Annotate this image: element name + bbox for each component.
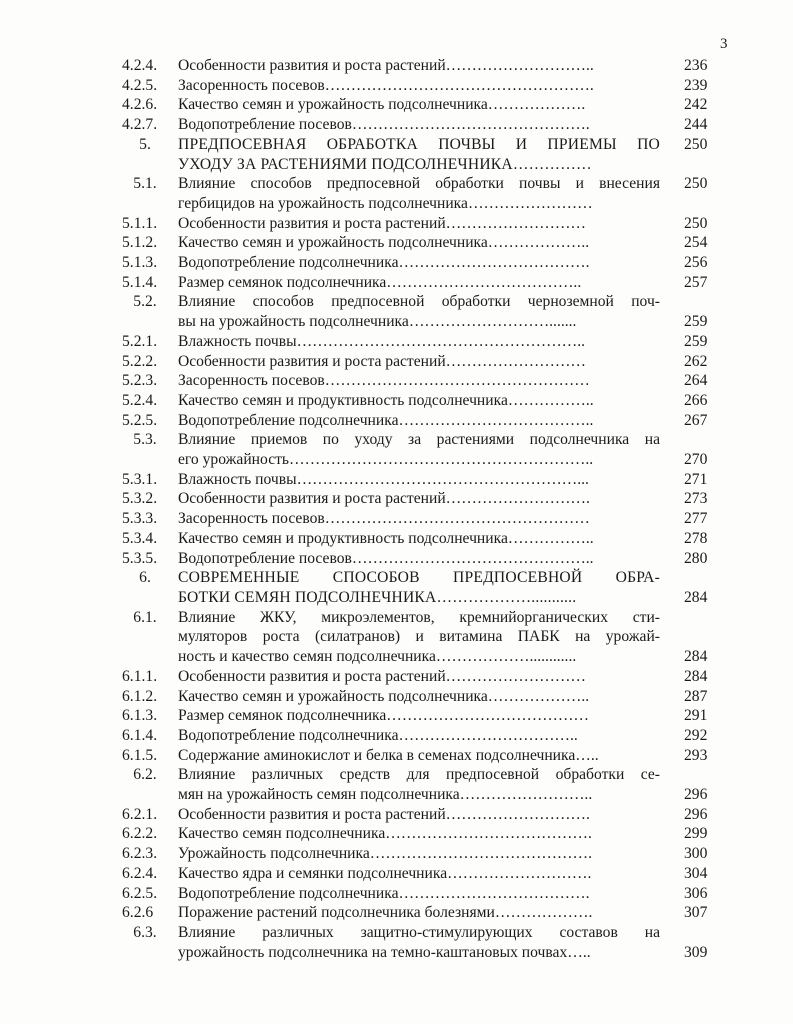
toc-entry-number: 6.2.3. xyxy=(122,845,158,863)
toc-entry-number: 4.2.5. xyxy=(122,76,158,94)
toc-entry-title xyxy=(178,923,660,962)
toc-entry xyxy=(112,371,722,391)
toc-entry-title xyxy=(178,135,660,174)
toc-entry-number: 5. xyxy=(139,135,151,153)
toc-entry xyxy=(112,292,722,331)
toc-entry-title xyxy=(178,470,660,490)
toc-entry-title-line: Влияние приемов по уходу за растениями подсолнечника на xyxy=(178,431,660,449)
toc-entry xyxy=(112,844,722,864)
toc-entry-page: 250 xyxy=(684,175,708,193)
toc-entry-title-line: мян на урожайность семян подсолнечника…………………….. xyxy=(178,786,593,804)
toc-entry-page: 271 xyxy=(684,470,708,488)
toc-entry-title-line: Влажность почвы………………………………………………... xyxy=(178,470,589,488)
toc-entry xyxy=(112,509,722,529)
toc-entry-page: 262 xyxy=(684,352,708,370)
toc-entry xyxy=(112,608,722,667)
toc-entry-title-line: урожайность подсолнечника на темно-каштановых почвах….. xyxy=(178,943,591,961)
toc-entry-title-line: Водопотребление подсолнечника………………………………. xyxy=(178,254,590,272)
toc-entry-number: 5.1.1. xyxy=(122,214,158,232)
toc-entry-number: 4.2.6. xyxy=(122,96,158,114)
toc-entry-page: 257 xyxy=(684,273,708,291)
toc-entry-title-line: Урожайность подсолнечника……………………………………. xyxy=(178,845,592,863)
toc-entry-number: 6.1.4. xyxy=(122,726,158,744)
toc-entry-title-line: Засоренность посевов……………………………………………. xyxy=(178,76,594,94)
toc-entry xyxy=(112,726,722,746)
toc-entry-number: 6.2.2. xyxy=(122,825,158,843)
toc-entry-title-line: Влияние ЖКУ, микроэлементов, кремнийорганических сти- xyxy=(178,608,660,626)
toc-entry-number: 5.1. xyxy=(133,175,157,193)
toc-entry-title xyxy=(178,489,660,509)
toc-entry xyxy=(112,884,722,904)
toc-entry xyxy=(112,411,722,431)
toc-entry xyxy=(112,95,722,115)
toc-entry-title-line: муляторов роста (силатранов) и витамина ПАБК на урожай- xyxy=(178,628,660,646)
toc-entry-title xyxy=(178,529,660,549)
toc-entry-number: 5.3.1. xyxy=(122,470,158,488)
toc-entry-title-line: УХОДУ ЗА РАСТЕНИЯМИ ПОДСОЛНЕЧНИКА…………… xyxy=(178,155,592,173)
toc-entry-page: 239 xyxy=(684,76,708,94)
toc-entry-page: 306 xyxy=(684,884,708,902)
toc-entry xyxy=(112,765,722,804)
toc-entry-title-line: Засоренность посевов…………………………………………… xyxy=(178,510,590,528)
toc-entry-title-line: Водопотребление подсолнечника………………………………. xyxy=(178,884,590,902)
toc-entry-number: 6.1.2. xyxy=(122,687,158,705)
toc-entry-number: 6.2.5. xyxy=(122,884,158,902)
toc-entry-number: 5.1.3. xyxy=(122,254,158,272)
toc-entry-title xyxy=(178,233,660,253)
toc-entry-title xyxy=(178,76,660,96)
toc-entry-title xyxy=(178,509,660,529)
toc-entry-title xyxy=(178,273,660,293)
toc-entry xyxy=(112,549,722,569)
toc-entry-number: 6.1.3. xyxy=(122,707,158,725)
toc-entry xyxy=(112,667,722,687)
toc-entry-number: 5.2.3. xyxy=(122,372,158,390)
toc-entry-title xyxy=(178,214,660,234)
toc-entry-title-line: Качество семян и урожайность подсолнечника………………. xyxy=(178,96,586,114)
toc-entry-title xyxy=(178,371,660,391)
toc-entry xyxy=(112,824,722,844)
toc-entry-number: 5.1.4. xyxy=(122,273,158,291)
toc-entry-title-line: Качество семян и продуктивность подсолнечника…………….. xyxy=(178,391,594,409)
toc-entry-number: 6.1.1. xyxy=(122,667,158,685)
toc-entry-title-line: Качество семян и урожайность подсолнечника……………….. xyxy=(178,234,590,252)
toc-entry-number: 5.2.1. xyxy=(122,332,158,350)
toc-entry-number: 5.3.2. xyxy=(122,490,158,508)
toc-entry xyxy=(112,687,722,707)
toc-entry-number: 5.3.5. xyxy=(122,549,158,567)
toc-entry-page: 293 xyxy=(684,746,708,764)
toc-entry-title-line: Особенности развития и роста растений……………………… xyxy=(178,667,587,685)
table-of-contents xyxy=(112,56,722,962)
toc-entry-title xyxy=(178,864,660,884)
toc-entry-title-line: Поражение растений подсолнечника болезнями………………. xyxy=(178,904,593,922)
toc-entry xyxy=(112,903,722,923)
toc-entry xyxy=(112,135,722,174)
toc-entry-title-line: Засоренность посевов…………………………………………… xyxy=(178,372,590,390)
toc-entry-title xyxy=(178,746,660,766)
toc-entry-title xyxy=(178,667,660,687)
toc-entry-page: 242 xyxy=(684,96,708,114)
toc-entry-title-line: Размер семянок подсолнечника………………………………… xyxy=(178,707,590,725)
toc-entry-title-line: Особенности развития и роста растений……………………… xyxy=(178,352,587,370)
toc-entry-title xyxy=(178,687,660,707)
toc-entry-title xyxy=(178,292,660,331)
toc-entry-page: 292 xyxy=(684,726,708,744)
toc-entry-page: 284 xyxy=(684,648,708,666)
toc-entry-page: 284 xyxy=(684,588,708,606)
toc-entry-title xyxy=(178,174,660,213)
toc-entry xyxy=(112,923,722,962)
toc-entry-title xyxy=(178,430,660,469)
toc-entry-number: 4.2.7. xyxy=(122,116,158,134)
page-number: 3 xyxy=(720,36,728,52)
toc-entry-title-line: Особенности развития и роста растений………………………. xyxy=(178,805,590,823)
toc-entry-page: 256 xyxy=(684,254,708,272)
toc-entry-title-line: ность и качество семян подсолнечника………………............ xyxy=(178,648,577,666)
toc-entry-page: 277 xyxy=(684,510,708,528)
toc-entry-number: 6.2.4. xyxy=(122,864,158,882)
toc-entry-number: 5.2.2. xyxy=(122,352,158,370)
toc-entry-page: 270 xyxy=(684,451,708,469)
toc-entry xyxy=(112,174,722,213)
toc-entry-title-line: ПРЕДПОСЕВНАЯ ОБРАБОТКА ПОЧВЫ И ПРИЕМЫ ПО xyxy=(178,135,660,153)
toc-entry-number: 5.1.2. xyxy=(122,234,158,252)
toc-entry-title xyxy=(178,805,660,825)
toc-entry-title xyxy=(178,884,660,904)
toc-entry xyxy=(112,489,722,509)
toc-entry-page: 250 xyxy=(684,214,708,232)
toc-entry-number: 4.2.4. xyxy=(122,57,158,74)
toc-entry-title xyxy=(178,568,660,607)
toc-entry-page: 284 xyxy=(684,667,708,685)
toc-entry-title xyxy=(178,332,660,352)
toc-entry-title-line: Влажность почвы……………………………………………….. xyxy=(178,332,586,350)
toc-entry-title-line: Особенности развития и роста растений………………………. xyxy=(178,490,590,508)
toc-entry-title xyxy=(178,824,660,844)
toc-entry-page: 267 xyxy=(684,411,708,429)
toc-entry-number: 5.3.3. xyxy=(122,510,158,528)
toc-entry-title xyxy=(178,411,660,431)
toc-entry xyxy=(112,568,722,607)
toc-entry-page: 259 xyxy=(684,313,708,331)
toc-entry-title-line: Влияние различных защитно-стимулирующих составов на xyxy=(178,923,660,941)
toc-entry-number: 6.2. xyxy=(133,766,157,784)
toc-entry-number: 6.2.6 xyxy=(122,904,154,922)
toc-entry-page: 254 xyxy=(684,234,708,252)
toc-entry-page: 266 xyxy=(684,391,708,409)
toc-entry xyxy=(112,76,722,96)
toc-entry-title xyxy=(178,56,660,76)
toc-entry xyxy=(112,430,722,469)
toc-entry-page: 236 xyxy=(684,57,708,74)
toc-entry-title xyxy=(178,253,660,273)
toc-entry-title xyxy=(178,391,660,411)
toc-entry-title xyxy=(178,115,660,135)
toc-entry-page: 296 xyxy=(684,786,708,804)
toc-entry-title-line: Особенности развития и роста растений……………………… xyxy=(178,214,587,232)
toc-entry-page: 264 xyxy=(684,372,708,390)
toc-entry-title xyxy=(178,706,660,726)
toc-entry-title-line: Содержание аминокислот и белка в семенах подсолнечника….. xyxy=(178,746,599,764)
toc-entry xyxy=(112,115,722,135)
toc-entry-number: 6.1. xyxy=(133,608,157,626)
toc-entry xyxy=(112,352,722,372)
toc-entry-number: 6.3. xyxy=(133,923,157,941)
toc-entry-title xyxy=(178,352,660,372)
toc-entry-title-line: Качество ядра и семянки подсолнечника………………………. xyxy=(178,864,592,882)
toc-entry-title-line: вы на урожайность подсолнечника………………………....... xyxy=(178,313,577,331)
toc-entry-number: 5.3. xyxy=(133,431,157,449)
toc-entry-page: 278 xyxy=(684,529,708,547)
toc-entry-title-line: Водопотребление посевов……………………………………….. xyxy=(178,549,594,567)
toc-entry-page: 309 xyxy=(684,943,708,961)
toc-entry-title xyxy=(178,903,660,923)
toc-entry-title-line: БОТКИ СЕМЯН ПОДСОЛНЕЧНИКА………………........... xyxy=(178,588,577,606)
toc-entry-page: 287 xyxy=(684,687,708,705)
toc-entry xyxy=(112,529,722,549)
toc-entry-title-line: Особенности развития и роста растений……………………….. xyxy=(178,57,594,74)
toc-entry-title-line: гербицидов на урожайность подсолнечника…………………… xyxy=(178,194,593,212)
toc-entry-title xyxy=(178,95,660,115)
toc-entry-title xyxy=(178,765,660,804)
toc-entry-number: 6. xyxy=(139,569,151,587)
toc-entry-number: 5.2.4. xyxy=(122,391,158,409)
toc-entry-page: 244 xyxy=(684,116,708,134)
toc-entry-title-line: Влияние различных средств для предпосевной обработки се- xyxy=(178,766,660,784)
toc-entry-title-line: Влияние способов предпосевной обработки почвы и внесения xyxy=(178,175,660,193)
toc-entry xyxy=(112,470,722,490)
toc-entry-title-line: Качество семян и урожайность подсолнечника……………….. xyxy=(178,687,590,705)
toc-entry xyxy=(112,253,722,273)
toc-entry xyxy=(112,864,722,884)
toc-entry xyxy=(112,746,722,766)
toc-entry-title-line: Качество семян и продуктивность подсолнечника…………….. xyxy=(178,529,594,547)
toc-entry-title xyxy=(178,608,660,667)
toc-entry-title-line: Водопотребление подсолнечника……………………………….. xyxy=(178,411,594,429)
toc-entry-title-line: Водопотребление подсолнечника…………………………….. xyxy=(178,726,578,744)
toc-entry xyxy=(112,391,722,411)
toc-entry-page: 304 xyxy=(684,864,708,882)
toc-entry-title-line: Водопотребление посевов………………………………………. xyxy=(178,116,590,134)
toc-entry-page: 299 xyxy=(684,825,708,843)
toc-entry-title-line: Качество семян подсолнечника…………………………………. xyxy=(178,825,592,843)
toc-entry xyxy=(112,56,722,76)
toc-entry-page: 307 xyxy=(684,904,708,922)
toc-entry xyxy=(112,273,722,293)
toc-entry-title-line: Влияние способов предпосевной обработки черноземной поч- xyxy=(178,293,660,311)
toc-entry-title-line: СОВРЕМЕННЫЕ СПОСОБОВ ПРЕДПОСЕВНОЙ ОБРА- xyxy=(178,569,660,587)
toc-entry-title xyxy=(178,726,660,746)
toc-entry-page: 300 xyxy=(684,845,708,863)
toc-entry-page: 250 xyxy=(684,135,708,153)
toc-entry xyxy=(112,233,722,253)
toc-entry-page: 280 xyxy=(684,549,708,567)
toc-entry-page: 296 xyxy=(684,805,708,823)
toc-entry xyxy=(112,214,722,234)
toc-entry-title xyxy=(178,549,660,569)
toc-entry-number: 5.3.4. xyxy=(122,529,158,547)
toc-entry xyxy=(112,706,722,726)
toc-entry-title xyxy=(178,844,660,864)
toc-entry-number: 6.2.1. xyxy=(122,805,158,823)
toc-entry-number: 5.2.5. xyxy=(122,411,158,429)
toc-entry xyxy=(112,805,722,825)
toc-entry-title-line: Размер семянок подсолнечника……………………………….. xyxy=(178,273,582,291)
toc-entry-title-line: его урожайность………………………………………………….. xyxy=(178,451,594,469)
toc-entry-page: 273 xyxy=(684,490,708,508)
toc-entry-page: 291 xyxy=(684,707,708,725)
toc-entry-number: 6.1.5. xyxy=(122,746,158,764)
toc-entry xyxy=(112,332,722,352)
toc-entry-page: 259 xyxy=(684,332,708,350)
toc-entry-number: 5.2. xyxy=(133,293,157,311)
